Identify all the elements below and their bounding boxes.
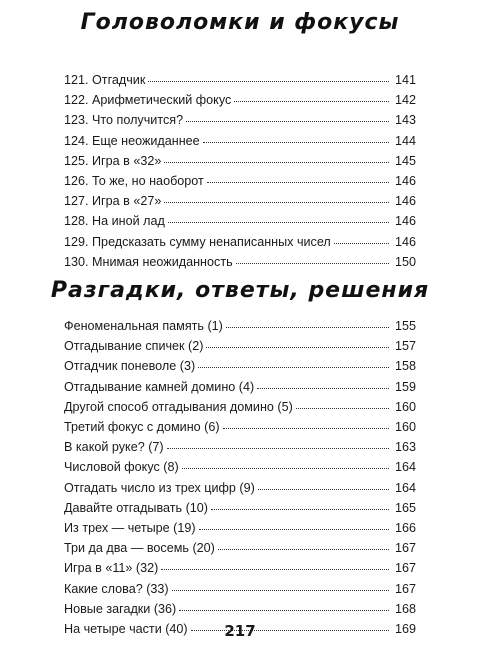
toc-entry-page: 150 [394, 254, 416, 269]
toc-entry [64, 579, 416, 599]
toc-entry-title: 129. Предсказать сумму ненаписанных чисел [64, 234, 331, 249]
dot-leader [223, 419, 389, 429]
section-title-puzzles: Головоломки и фокусы [80, 10, 400, 35]
dot-leader [203, 133, 389, 143]
toc-entry-title: Новые загадки (36) [64, 601, 177, 616]
dot-leader [164, 193, 389, 203]
toc-entry-page: 141 [394, 73, 416, 87]
toc-entry-page: 155 [394, 319, 416, 333]
dot-leader [257, 379, 389, 389]
toc-entry-page: 167 [394, 541, 416, 556]
toc-entry-page: 157 [394, 339, 416, 354]
page-number: 217 [224, 622, 256, 640]
toc-entry-page: 142 [394, 93, 416, 108]
dot-leader [164, 153, 389, 163]
toc-entry [64, 151, 416, 171]
toc-entry [64, 191, 416, 211]
toc-entry-title: Из трех — четыре (19) [64, 521, 196, 536]
toc-entry-page: 144 [394, 133, 416, 148]
toc-entry [64, 478, 416, 498]
toc-entry-title: 125. Игра в «32» [64, 153, 162, 168]
dot-leader [198, 358, 389, 368]
toc-entry-page: 164 [394, 460, 416, 475]
toc-entry-page: 164 [394, 480, 416, 495]
dot-leader [199, 520, 389, 530]
dot-leader [207, 173, 389, 183]
toc-list-answers [64, 316, 416, 639]
dot-leader [179, 601, 389, 611]
toc-entry [64, 417, 416, 437]
toc-entry-title: 130. Мнимая неожиданность [64, 254, 233, 269]
toc-entry-title: В какой руке? (7) [64, 440, 164, 455]
toc-entry-title: 121. Отгадчик [64, 73, 146, 87]
dot-leader [226, 318, 389, 328]
toc-entry-page: 167 [394, 561, 416, 576]
toc-entry [64, 316, 416, 336]
toc-entry-title: Отгадчик поневоле (3) [64, 359, 196, 374]
toc-entry-title: Отгадать число из трех цифр (9) [64, 480, 255, 495]
toc-entry-title: 127. Игра в «27» [64, 194, 162, 209]
toc-entry-title: Другой способ отгадывания домино (5) [64, 399, 293, 414]
dot-leader [334, 234, 389, 244]
dot-leader [161, 560, 389, 570]
toc-entry-page: 165 [394, 500, 416, 515]
toc-entry-title: Третий фокус с домино (6) [64, 420, 220, 435]
toc-entry [64, 356, 416, 376]
toc-entry-title: 123. Что получится? [64, 113, 184, 128]
toc-entry-page: 143 [394, 113, 416, 128]
toc-entry [64, 518, 416, 538]
toc-entry-title: Какие слова? (33) [64, 581, 169, 596]
toc-list-puzzles [64, 70, 416, 272]
toc-entry-page: 160 [394, 399, 416, 414]
dot-leader [211, 500, 389, 510]
toc-entry [64, 252, 416, 272]
toc-entry-title: Давайте отгадывать (10) [64, 500, 208, 515]
toc-entry-page: 146 [394, 214, 416, 229]
toc-entry-page: 166 [394, 521, 416, 536]
toc-entry-page: 160 [394, 420, 416, 435]
dot-leader [206, 338, 389, 348]
toc-entry-title: Отгадывание камней домино (4) [64, 379, 255, 394]
toc-entry-page: 146 [394, 234, 416, 249]
toc-entry-title: Три да два — восемь (20) [64, 541, 215, 556]
dot-leader [236, 254, 389, 264]
toc-entry-title: Игра в «11» (32) [64, 561, 159, 576]
toc-entry [64, 498, 416, 518]
toc-entry [64, 131, 416, 151]
dot-leader [296, 399, 389, 409]
toc-entry-title: Числовой фокус (8) [64, 460, 179, 475]
toc-entry [64, 232, 416, 252]
toc-entry [64, 397, 416, 417]
toc-entry [64, 211, 416, 231]
dot-leader [218, 540, 389, 550]
toc-entry-title: Феноменальная память (1) [64, 319, 223, 333]
toc-entry-page: 168 [394, 601, 416, 616]
toc-entry-page: 163 [394, 440, 416, 455]
dot-leader [167, 439, 389, 449]
toc-entry-title: 124. Еще неожиданнее [64, 133, 200, 148]
dot-leader [234, 92, 389, 102]
toc-entry [64, 336, 416, 356]
toc-entry-title: 122. Арифметический фокус [64, 93, 232, 108]
dot-leader [258, 480, 389, 490]
toc-entry-title: 128. На иной лад [64, 214, 165, 229]
toc-entry-title: На четыре части (40) [64, 622, 188, 637]
toc-entry [64, 437, 416, 457]
toc-entry-page: 169 [394, 622, 416, 637]
toc-entry [64, 558, 416, 578]
toc-entry-page: 158 [394, 359, 416, 374]
toc-entry [64, 457, 416, 477]
toc-entry-page: 145 [394, 153, 416, 168]
toc-entry-page: 167 [394, 581, 416, 596]
dot-leader [172, 581, 389, 591]
dot-leader [186, 112, 389, 122]
section-title-answers: Разгадки, ответы, решения [50, 278, 430, 303]
toc-entry [64, 599, 416, 619]
toc-entry-title: 126. То же, но наоборот [64, 174, 204, 189]
dot-leader [182, 459, 389, 469]
dot-leader [148, 72, 389, 82]
toc-entry [64, 171, 416, 191]
toc-entry-page: 146 [394, 194, 416, 209]
toc-entry [64, 377, 416, 397]
toc-entry [64, 70, 416, 90]
toc-entry-page: 146 [394, 174, 416, 189]
toc-entry [64, 538, 416, 558]
dot-leader [168, 213, 389, 223]
toc-entry-title: Отгадывание спичек (2) [64, 339, 204, 354]
toc-entry-page: 159 [394, 379, 416, 394]
toc-entry [64, 90, 416, 110]
toc-entry [64, 110, 416, 130]
